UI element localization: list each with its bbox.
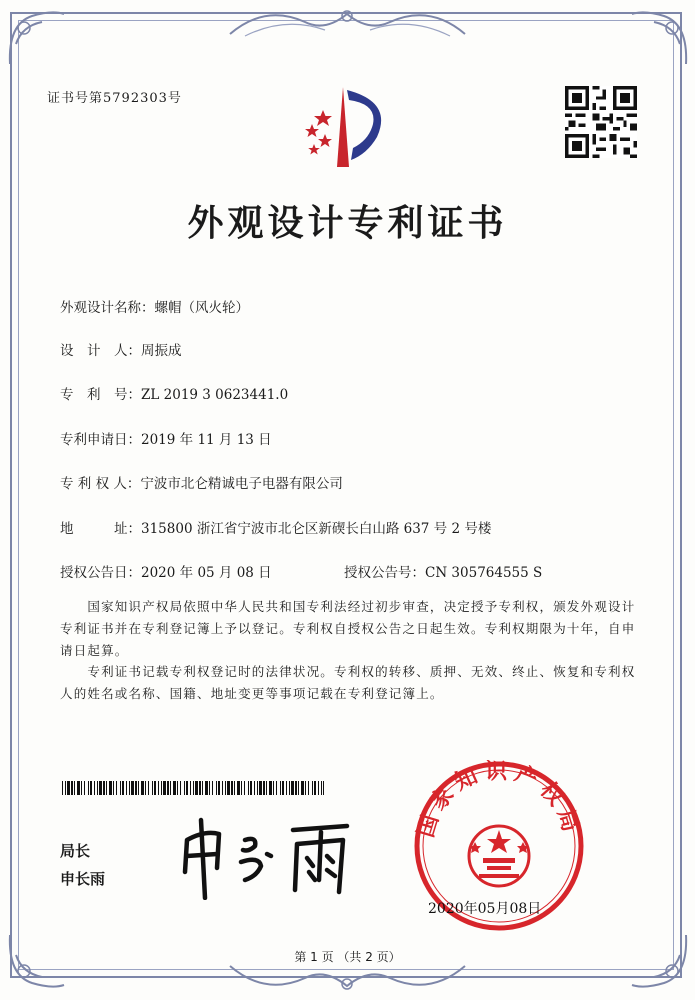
design-name-row [60,296,249,316]
barcode-bar [314,781,316,795]
barcode-bar [209,781,210,795]
designer-label: 设 计 人： [60,343,141,359]
barcode-bar [295,781,297,795]
corner-ornament-tr [624,4,694,74]
design-name-value: 螺帽（风火轮） [154,300,249,316]
barcode-bar [67,781,70,795]
barcode-bar [180,781,181,795]
barcode-bar [205,781,208,795]
barcode [62,781,324,795]
barcode-bar [148,781,149,795]
seal-date: 2020年05月08日 [428,901,542,917]
barcode-bar [99,781,102,795]
barcode-bar [65,781,66,795]
barcode-bar [199,781,201,795]
barcode-bar [90,781,92,795]
barcode-bar [250,781,252,795]
barcode-bar [152,781,153,795]
barcode-bar [77,781,80,795]
barcode-bar [237,781,240,795]
barcode-bar [129,781,130,795]
barcode-bar [173,781,176,795]
barcode-bar [222,781,223,795]
barcode-bar [225,781,226,795]
barcode-bar [126,781,127,795]
director-title: 局长 [60,842,91,860]
barcode-bar [74,781,75,795]
barcode-bar [280,781,281,795]
barcode-bar [321,781,322,795]
barcode-bar [305,781,306,795]
certificate-title: 外观设计专利证书 [187,202,508,244]
barcode-bar [276,781,277,795]
filing-date-row [60,428,272,448]
barcode-bar [163,781,166,795]
barcode-bar [154,781,156,795]
legal-status-paragraph: 专利证书记载专利权登记时的法律状况。专利权的转移、质押、无效、终止、恢复和专利权人的姓名或名称、国籍、地址变更等事项记载在专利登记簿上。 [60,664,636,701]
barcode-bar [135,781,137,795]
barcode-bar [94,781,95,795]
certificate-number: 证书号第5792303号 [47,91,182,106]
barcode-bar [216,781,217,795]
barcode-bar [212,781,213,795]
qr-code [565,86,637,158]
barcode-bar [244,781,245,795]
barcode-bar [113,781,114,795]
filing-date-label: 专利申请日： [60,432,141,448]
announce-number-label: 授权公告号： [344,565,425,581]
svg-text:国家知识产权局: 国家知识产权局 [413,760,585,841]
barcode-bar [131,781,134,795]
barcode-bar [289,781,290,795]
barcode-bar [234,781,235,795]
barcode-bar [254,781,255,795]
barcode-bar [167,781,169,795]
barcode-bar [323,781,324,795]
barcode-bar [273,781,274,795]
patent-number-value: ZL 2019 3 0623441.0 [141,387,289,403]
barcode-bar [190,781,191,795]
patentee-label: 专 利 权 人： [60,476,141,492]
barcode-bar [109,781,112,795]
announce-date-row [60,561,272,581]
announce-number-value: CN 305764555 S [425,565,543,581]
barcode-bar [241,781,242,795]
barcode-bar [259,781,262,795]
barcode-bar [71,781,73,795]
barcode-bar [312,781,313,795]
barcode-bar [248,781,249,795]
patentee-value: 宁波市北仑精诚电子电器有限公司 [140,476,343,492]
design-name-label: 外观设计名称： [60,300,155,316]
barcode-bar [266,781,267,795]
barcode-bar [116,781,117,795]
address-row [60,517,491,537]
page-number: 第 1 页 （共 2 页） [294,950,401,964]
barcode-bar [202,781,203,795]
barcode-bar [170,781,171,795]
barcode-bar [298,781,299,795]
patent-number-label: 专 利 号： [60,387,141,403]
barcode-bar [122,781,124,795]
barcode-bar [177,781,178,795]
designer-value: 周振成 [141,343,182,359]
barcode-bar [62,781,63,795]
barcode-bar [282,781,284,795]
barcode-bar [158,781,159,795]
barcode-bar [141,781,144,795]
barcode-bar [195,781,198,795]
announce-date-value: 2020 年 05 月 08 日 [141,565,272,581]
barcode-bar [193,781,194,795]
barcode-bar [257,781,258,795]
patentee-row [60,472,343,492]
barcode-bar [103,781,105,795]
filing-date-value: 2019 年 11 月 13 日 [141,432,272,448]
barcode-bar [120,781,121,795]
barcode-bar [97,781,98,795]
barcode-bar [218,781,220,795]
barcode-bar [81,781,82,795]
barcode-bar [186,781,188,795]
cnipa-logo [285,82,405,172]
barcode-bar [138,781,139,795]
announce-date-label: 授权公告日： [60,565,141,581]
barcode-bar [88,781,89,795]
announce-number-row [344,561,542,581]
director-name: 申长雨 [60,870,106,888]
barcode-bar [318,781,319,795]
address-value: 315800 浙江省宁波市北仑区新碶长白山路 637 号 2 号楼 [141,521,492,537]
designer-row [60,339,182,359]
barcode-bar [84,781,85,795]
barcode-bar [291,781,294,795]
barcode-bar [227,781,230,795]
barcode-bar [184,781,185,795]
grant-statement-paragraph: 国家知识产权局依照中华人民共和国专利法经过初步审查，决定授予专利权，颁发外观设计专利证书并在专利登记簿上予以登记。专利权自授权公告之日起生效。专利权期限为十年，自申请日起算。 [60,599,636,658]
barcode-bar [286,781,287,795]
patent-number-row [60,383,288,403]
barcode-bar [301,781,304,795]
barcode-bar [145,781,146,795]
barcode-bar [106,781,107,795]
barcode-bar [269,781,272,795]
barcode-bar [263,781,265,795]
barcode-bar [308,781,309,795]
address-label: 地 址： [60,521,141,537]
barcode-bar [161,781,162,795]
barcode-bar [231,781,233,795]
handwritten-signature [175,810,360,900]
corner-ornament-tl [2,4,72,74]
top-ornament [225,4,470,44]
